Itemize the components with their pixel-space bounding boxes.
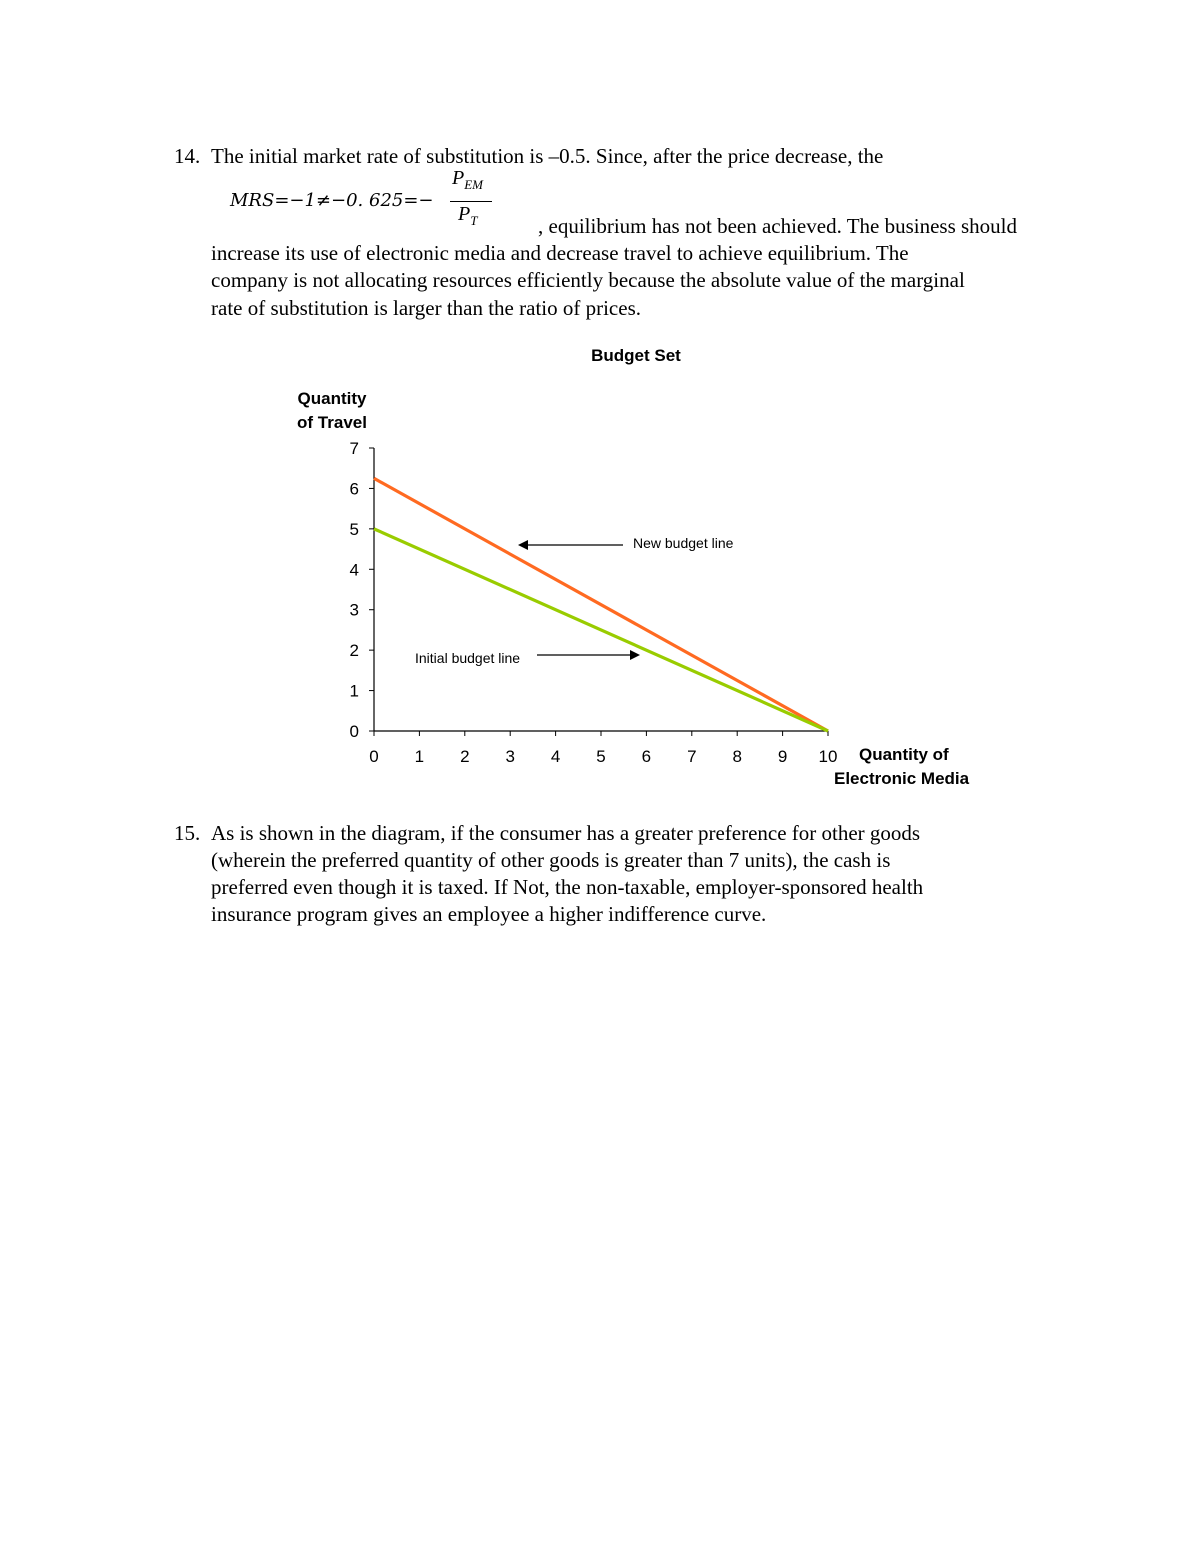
q14-line-4: company is not allocating resources efficiently because the absolute value of the marginal: [211, 268, 965, 292]
initial-budget-line-label: Initial budget line: [415, 650, 521, 666]
x-tick-label: 8: [732, 747, 742, 766]
q14-line-5: rate of substitution is larger than the ratio of prices.: [211, 296, 641, 320]
x-tick-label: 1: [414, 747, 425, 766]
x-tick-label: 0: [369, 747, 379, 766]
x-axis-label-line-2: Electronic Media: [834, 769, 970, 788]
y-tick-label: 7: [349, 439, 359, 458]
x-tick-label: 5: [596, 747, 606, 766]
q15-line-1: As is shown in the diagram, if the consumer has a greater preference for other goods: [211, 821, 921, 845]
q14-number: 14.: [174, 144, 201, 168]
q15-line-4: insurance program gives an employee a higher indifference curve.: [211, 902, 767, 926]
y-tick-label: 3: [349, 600, 359, 620]
q14-line-2-tail: , equilibrium has not been achieved. The business should: [538, 214, 1018, 238]
x-axis-label-line-1: Quantity of: [859, 745, 949, 764]
y-tick-label: 5: [349, 519, 359, 539]
y-tick-label: 0: [349, 722, 359, 741]
numerator-subscript: EM: [464, 177, 483, 192]
y-tick-label: 4: [349, 560, 359, 580]
y-axis-label-line-2: of Travel: [297, 413, 367, 432]
y-tick-label: 6: [349, 479, 359, 499]
denominator-subscript: T: [470, 213, 478, 228]
q15-line-2: (wherein the preferred quantity of other goods is greater than 7 units), the cash is: [211, 848, 891, 872]
new-budget-line: [374, 478, 828, 731]
q15-first-line: [174, 820, 1094, 847]
denominator-symbol: P: [458, 203, 471, 225]
y-tick-label: 2: [349, 641, 359, 661]
x-tick-label: 2: [460, 747, 470, 766]
chart-title: Budget Set: [591, 346, 681, 365]
new-budget-line-label: New budget line: [633, 535, 734, 551]
x-tick-label: 4: [550, 747, 561, 766]
y-axis-label-line-1: Quantity: [297, 389, 367, 408]
formula-lhs: MRS=−1≠−0. 625=−: [230, 190, 434, 211]
x-tick-label: 6: [641, 747, 652, 766]
x-tick-label: 9: [777, 747, 788, 766]
q15-number: 15.: [174, 821, 201, 845]
x-tick-label: 7: [687, 747, 697, 766]
q15-line-3: preferred even though it is taxed. If Not, the non-taxable, employer-sponsored health: [211, 875, 924, 899]
x-tick-label: 3: [505, 747, 515, 766]
x-tick-label: 10: [818, 747, 838, 766]
q14-line-3: increase its use of electronic media and decrease travel to achieve equilibrium. The: [211, 241, 909, 265]
numerator-symbol: P: [452, 167, 465, 189]
y-tick-label: 1: [349, 681, 359, 701]
q14-line-1: The initial market rate of substitution is –0.5. Since, after the price decrease, the: [211, 144, 884, 168]
initial-budget-line: [374, 529, 828, 731]
